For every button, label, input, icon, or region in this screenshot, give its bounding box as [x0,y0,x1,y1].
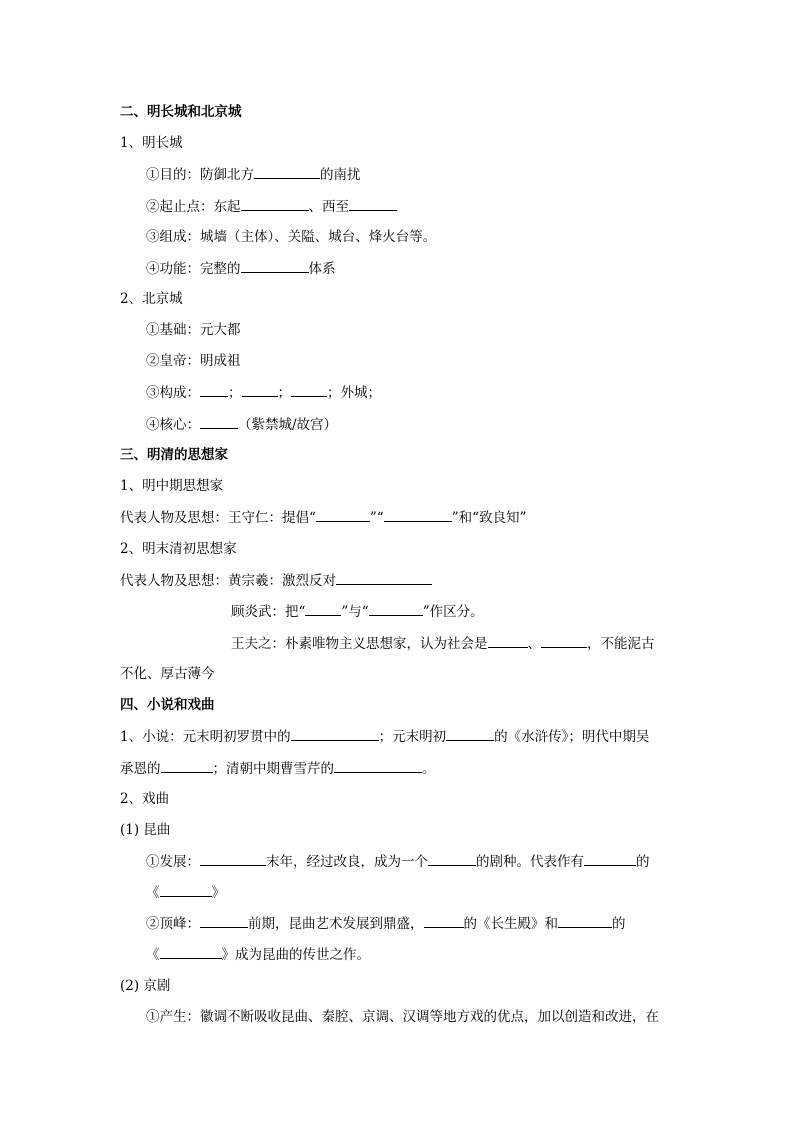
text: ”与“ [341,604,369,620]
blank-field[interactable] [334,758,422,773]
blank-field[interactable] [369,601,423,616]
wang-fuzhi-line [231,633,655,654]
kunqu-development-line [146,851,650,872]
text: ；清朝中期曹雪芹的 [212,761,334,777]
blank-field[interactable] [336,570,432,585]
blank-field[interactable] [446,726,494,741]
text: 王夫之：朴素唯物主义思想家，认为社会是 [231,636,488,652]
text: ②顶峰： [146,916,200,932]
text: 代表人物及思想：王守仁：提倡“ [120,510,316,526]
blank-field[interactable] [424,913,464,928]
blank-field[interactable] [541,633,587,648]
text: ”和“致良知” [451,510,527,526]
text: ④核心： [146,417,200,433]
text: 、西至 [308,199,349,215]
text: ”“ [369,510,384,526]
text: 的《长生殿》和 [463,916,558,932]
blank-field[interactable] [291,726,379,741]
kunqu-development-line-cont [146,882,225,903]
blank-field[interactable] [384,507,452,522]
text: 末年，经过改良，成为一个 [266,854,428,870]
text: ； [277,385,291,401]
text: 的 [636,854,650,870]
blank-field[interactable] [254,164,320,179]
beijing-core-line [146,414,337,435]
section-heading: 四、小说和戏曲 [120,697,215,713]
blank-field[interactable] [200,382,228,397]
blank-field[interactable] [242,382,278,397]
kunqu-peak-line-cont [146,944,370,965]
text: 的《水浒传》；明代中期吴 [494,729,650,745]
text: ③构成： [146,385,200,401]
blank-field[interactable] [200,851,266,866]
subsection-title: 1、明中期思想家 [120,478,224,494]
text: 。 [422,761,436,777]
kunqu-title: (1) 昆曲 [120,822,171,838]
text: 1、小说：元末明初罗贯中的 [120,729,291,745]
blank-field[interactable] [584,851,636,866]
gu-yanwu-line [231,601,484,622]
text: ，不能泥古 [587,636,655,652]
text: 、 [527,636,541,652]
text: 代表人物及思想：黄宗羲：激烈反对 [120,573,336,589]
novel-line-cont [120,758,436,779]
text: ④功能：完整的 [146,261,241,277]
blank-field[interactable] [558,913,612,928]
subsection-title: 1、明长城 [120,135,183,151]
novel-line [120,726,649,747]
wang-fuzhi-line-cont: 不化、厚古薄今 [120,666,215,682]
beijing-construction-line [146,382,381,403]
blank-field[interactable] [160,944,222,959]
wall-purpose-line [146,164,361,185]
blank-field[interactable] [161,758,213,773]
blank-field[interactable] [316,507,370,522]
text: 的南扰 [320,167,361,183]
huang-zongxi-line [120,570,432,591]
jingju-origin-line: ①产生：徽调不断吸收昆曲、秦腔、京调、汉调等地方戏的优点，加以创造和改进，在 [146,1009,659,1025]
subsection-title: 2、明末清初思想家 [120,541,237,557]
blank-field[interactable] [160,882,212,897]
blank-field[interactable] [305,601,341,616]
text: 的 [612,916,626,932]
subsection-title: 2、戏曲 [120,791,170,807]
text: 》成为昆曲的传世之作。 [221,947,370,963]
section-heading: 三、明清的思想家 [120,447,228,463]
blank-field[interactable] [200,414,238,429]
text: 的剧种。代表作有 [476,854,584,870]
blank-field[interactable] [349,196,397,211]
beijing-basis-line: ①基础：元大都 [146,322,241,338]
text: ”作区分。 [422,604,484,620]
text: 体系 [308,261,336,277]
subsection-title: 2、北京城 [120,291,183,307]
text: 《 [146,885,160,901]
wang-shouren-line [120,507,526,528]
beijing-emperor-line: ②皇帝：明成祖 [146,353,241,369]
kunqu-peak-line [146,913,626,934]
wall-composition-line: ③组成：城墙（主体）、关隘、城台、烽火台等。 [146,229,437,245]
blank-field[interactable] [488,633,528,648]
text: 《 [146,947,160,963]
blank-field[interactable] [428,851,476,866]
text: 前期，昆曲艺术发展到鼎盛， [248,916,424,932]
text: ①发展： [146,854,200,870]
blank-field[interactable] [200,913,248,928]
text: ； [228,385,242,401]
blank-field[interactable] [241,258,309,273]
blank-field[interactable] [241,196,309,211]
text: ①目的：防御北方 [146,167,254,183]
text: 》 [211,885,225,901]
text: （紫禁城/故宫） [238,417,338,433]
wall-ends-line [146,196,397,217]
text: ；外城； [327,385,381,401]
blank-field[interactable] [291,382,327,397]
text: 顾炎武：把“ [231,604,306,620]
section-heading: 二、明长城和北京城 [120,104,242,120]
jingju-title: (2) 京剧 [120,978,171,994]
wall-function-line [146,258,336,279]
text: 承恩的 [120,761,161,777]
text: ；元末明初 [378,729,447,745]
text: ②起止点：东起 [146,199,241,215]
